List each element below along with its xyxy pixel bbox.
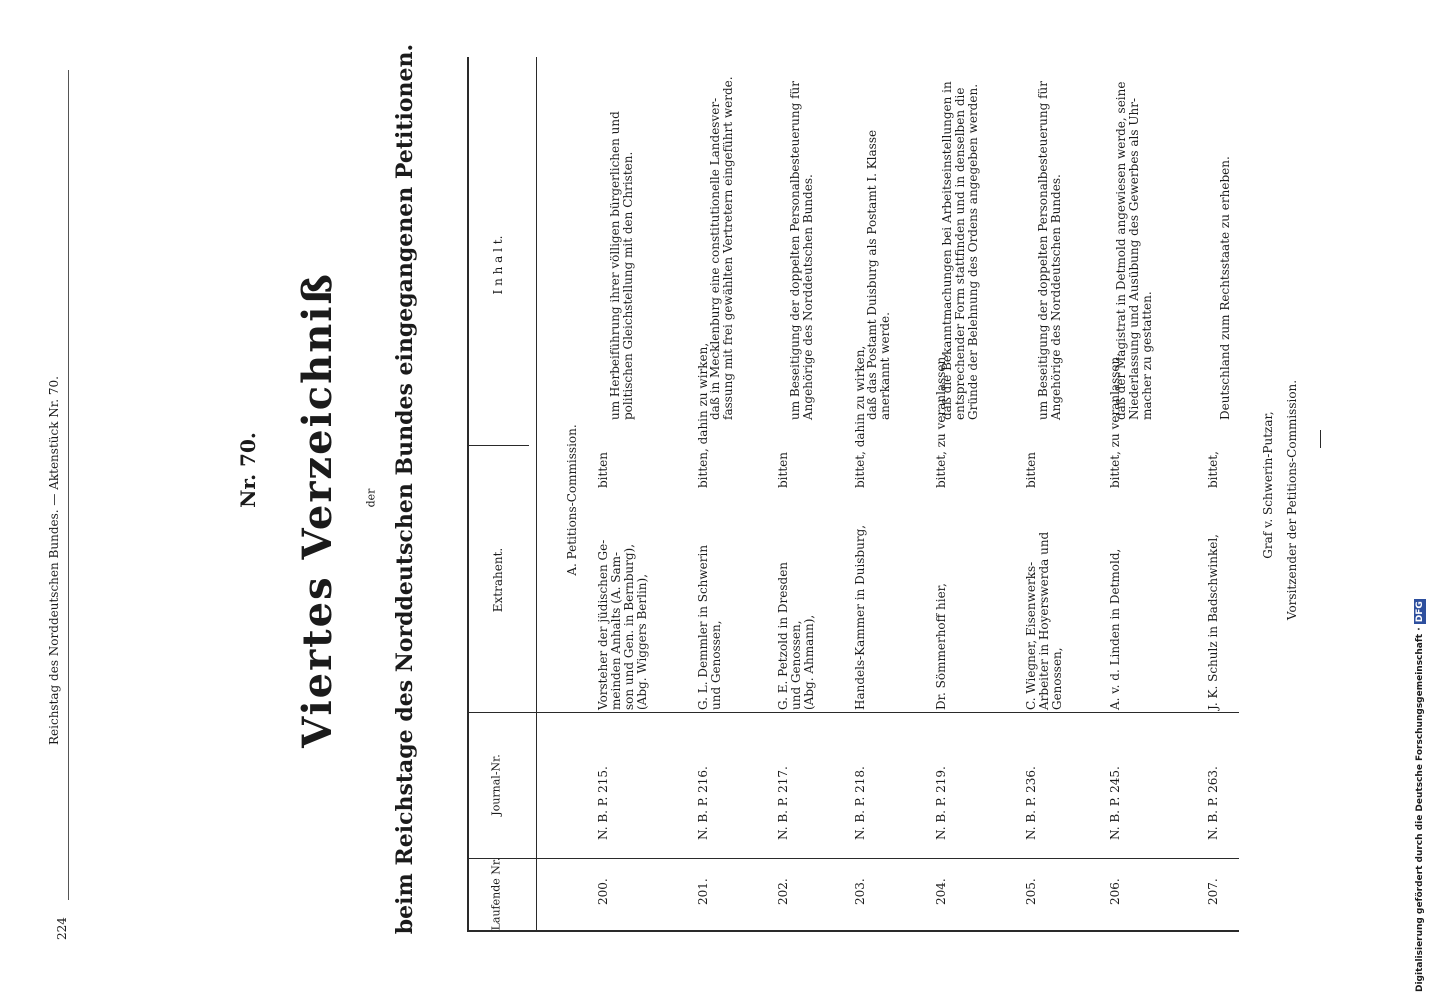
row-number: 204. bbox=[934, 878, 948, 905]
col-rule-laufende bbox=[467, 858, 1239, 859]
header-bottom-rule bbox=[536, 57, 537, 932]
dfg-logo: DFG bbox=[1415, 601, 1425, 623]
running-head-rule bbox=[68, 70, 69, 900]
petitioner-line: und Genossen, bbox=[789, 620, 803, 710]
petition-content-line: anerkannt werde. bbox=[878, 312, 892, 420]
petition-content-line: daß das Postamt Duisburg als Postamt I. Klasse bbox=[865, 129, 879, 420]
header-inhalt: I n h a l t. bbox=[491, 235, 505, 295]
section-heading: A. Petitions-Commission. bbox=[565, 424, 579, 576]
petition-verb: bitten, dahin zu wirken, bbox=[696, 342, 710, 488]
row-number: 202. bbox=[776, 878, 790, 905]
petitioner-line: G. E. Petzold in Dresden bbox=[776, 561, 790, 710]
row-number: 206. bbox=[1108, 878, 1122, 905]
petitioner-line: son und Gen. in Bernburg), bbox=[622, 543, 636, 710]
petition-content-line: entsprechender Form stattfinden und in denselben die bbox=[953, 87, 967, 420]
journal-number: N. B. P. 245. bbox=[1108, 766, 1122, 840]
row-number: 203. bbox=[853, 878, 867, 905]
signature-name: Graf v. Schwerin-Putzar, bbox=[1261, 411, 1275, 559]
petition-content-line: Angehörige des Norddeutschen Bundes. bbox=[1049, 174, 1063, 420]
petition-verb: bitten bbox=[596, 452, 610, 488]
journal-number: N. B. P. 236. bbox=[1024, 766, 1038, 840]
petition-content-line: um Beseitigung der doppelten Personalbesteuerung für bbox=[1036, 80, 1050, 420]
document-title: Viertes Verzeichniß bbox=[294, 272, 341, 748]
petition-content-line: Angehörige des Norddeutschen Bundes. bbox=[801, 174, 815, 420]
header-journal: Journal-Nr. bbox=[489, 754, 503, 816]
petitioner-line: C. Wiegner, Eisenwerks- bbox=[1024, 561, 1038, 710]
journal-number: N. B. P. 263. bbox=[1206, 766, 1220, 840]
running-head: Reichstag des Norddeutschen Bundes. — Aktenstück Nr. 70. bbox=[47, 376, 61, 745]
petition-content-line: Deutschland zum Rechtsstaate zu erheben. bbox=[1218, 156, 1232, 420]
petition-content-line: macher zu gestatten. bbox=[1140, 291, 1154, 420]
header-laufende: Laufende Nr. bbox=[489, 857, 503, 931]
petition-content-line: Gründe der Belehnung des Ordens angegeben werden. bbox=[966, 83, 980, 420]
digitization-note-text: Digitalisierung gefördert durch die Deutsche Forschungsgemeinschaft · bbox=[1415, 627, 1425, 992]
petitioner-line: und Genossen, bbox=[709, 620, 723, 710]
petitioner-line: (Abg. Wiggers Berlin), bbox=[635, 573, 649, 710]
petitioner-line: Vorsteher der jüdischen Ge- bbox=[596, 539, 610, 710]
row-number: 207. bbox=[1206, 878, 1220, 905]
row-number: 200. bbox=[596, 878, 610, 905]
journal-number: N. B. P. 218. bbox=[853, 766, 867, 840]
petitioner-line: (Abg. Ahmann), bbox=[802, 614, 816, 710]
petitioner-line: Dr. Sömmerhoff hier, bbox=[934, 583, 948, 710]
petitioner-line: Arbeiter in Hoyerswerda und bbox=[1037, 531, 1051, 710]
title-der: der bbox=[364, 488, 378, 508]
petitioner-line: G. L. Demmler in Schwerin bbox=[696, 544, 710, 710]
table-left-rule bbox=[467, 930, 1239, 932]
petition-content-line: Niederlassung und Ausübung des Gewerbes als Uhr- bbox=[1127, 98, 1141, 420]
petition-content-line: daß der Magistrat in Detmold angewiesen werde, seine bbox=[1114, 81, 1128, 420]
document-subtitle: beim Reichstage des Norddeutschen Bundes eingegangenen Petitionen. bbox=[392, 43, 418, 935]
end-mark bbox=[1320, 430, 1321, 448]
petitioner-line: A. v. d. Linden in Detmold, bbox=[1108, 548, 1122, 710]
petition-content-line: um Herbeiführung ihrer völligen bürgerlichen und bbox=[608, 111, 622, 420]
table-top-rule bbox=[467, 57, 469, 932]
petitioner-line: meinden Anhalts (A. Sam- bbox=[609, 551, 623, 710]
journal-number: N. B. P. 217. bbox=[776, 766, 790, 840]
petition-verb: bittet, dahin zu wirken, bbox=[853, 345, 867, 488]
header-extrahent: Extrahent. bbox=[491, 547, 505, 613]
journal-number: N. B. P. 216. bbox=[696, 766, 710, 840]
page-number: 224 bbox=[55, 917, 69, 940]
petition-verb: bittet, zu veranlassen, bbox=[934, 352, 948, 488]
petitioner-line: Genossen, bbox=[1050, 647, 1064, 710]
row-number: 201. bbox=[696, 878, 710, 905]
journal-number: N. B. P. 215. bbox=[596, 766, 610, 840]
petition-content-line: fassung mit frei gewählten Vertretern eingeführt werde. bbox=[721, 76, 735, 420]
petition-content-line: politischen Gleichstellung mit den Christen. bbox=[621, 151, 635, 420]
petition-verb: bitten bbox=[776, 452, 790, 488]
petitioner-line: J. K. Schulz in Badschwinkel, bbox=[1206, 534, 1220, 710]
col-rule-journal bbox=[467, 712, 1239, 713]
row-number: 205. bbox=[1024, 878, 1038, 905]
petition-verb: bittet, zu veranlassen, bbox=[1108, 352, 1122, 488]
document-number: Nr. 70. bbox=[236, 432, 260, 508]
journal-number: N. B. P. 219. bbox=[934, 766, 948, 840]
petition-verb: bittet, bbox=[1206, 451, 1220, 488]
petition-content-line: daß die Bekanntmachungen bei Arbeitseinstellungen in bbox=[940, 81, 954, 420]
petition-content-line: daß in Mecklenburg eine constitutionelle Landesver- bbox=[708, 97, 722, 420]
petition-content-line: um Beseitigung der doppelten Personalbesteuerung für bbox=[788, 80, 802, 420]
petition-verb: bitten bbox=[1024, 452, 1038, 488]
petitioner-line: Handels-Kammer in Duisburg, bbox=[853, 524, 867, 710]
digitization-note bbox=[1416, 599, 1425, 992]
col-rule-extrahent-head bbox=[467, 445, 529, 446]
signature-role: Vorsitzender der Petitions-Commission. bbox=[1285, 379, 1299, 621]
